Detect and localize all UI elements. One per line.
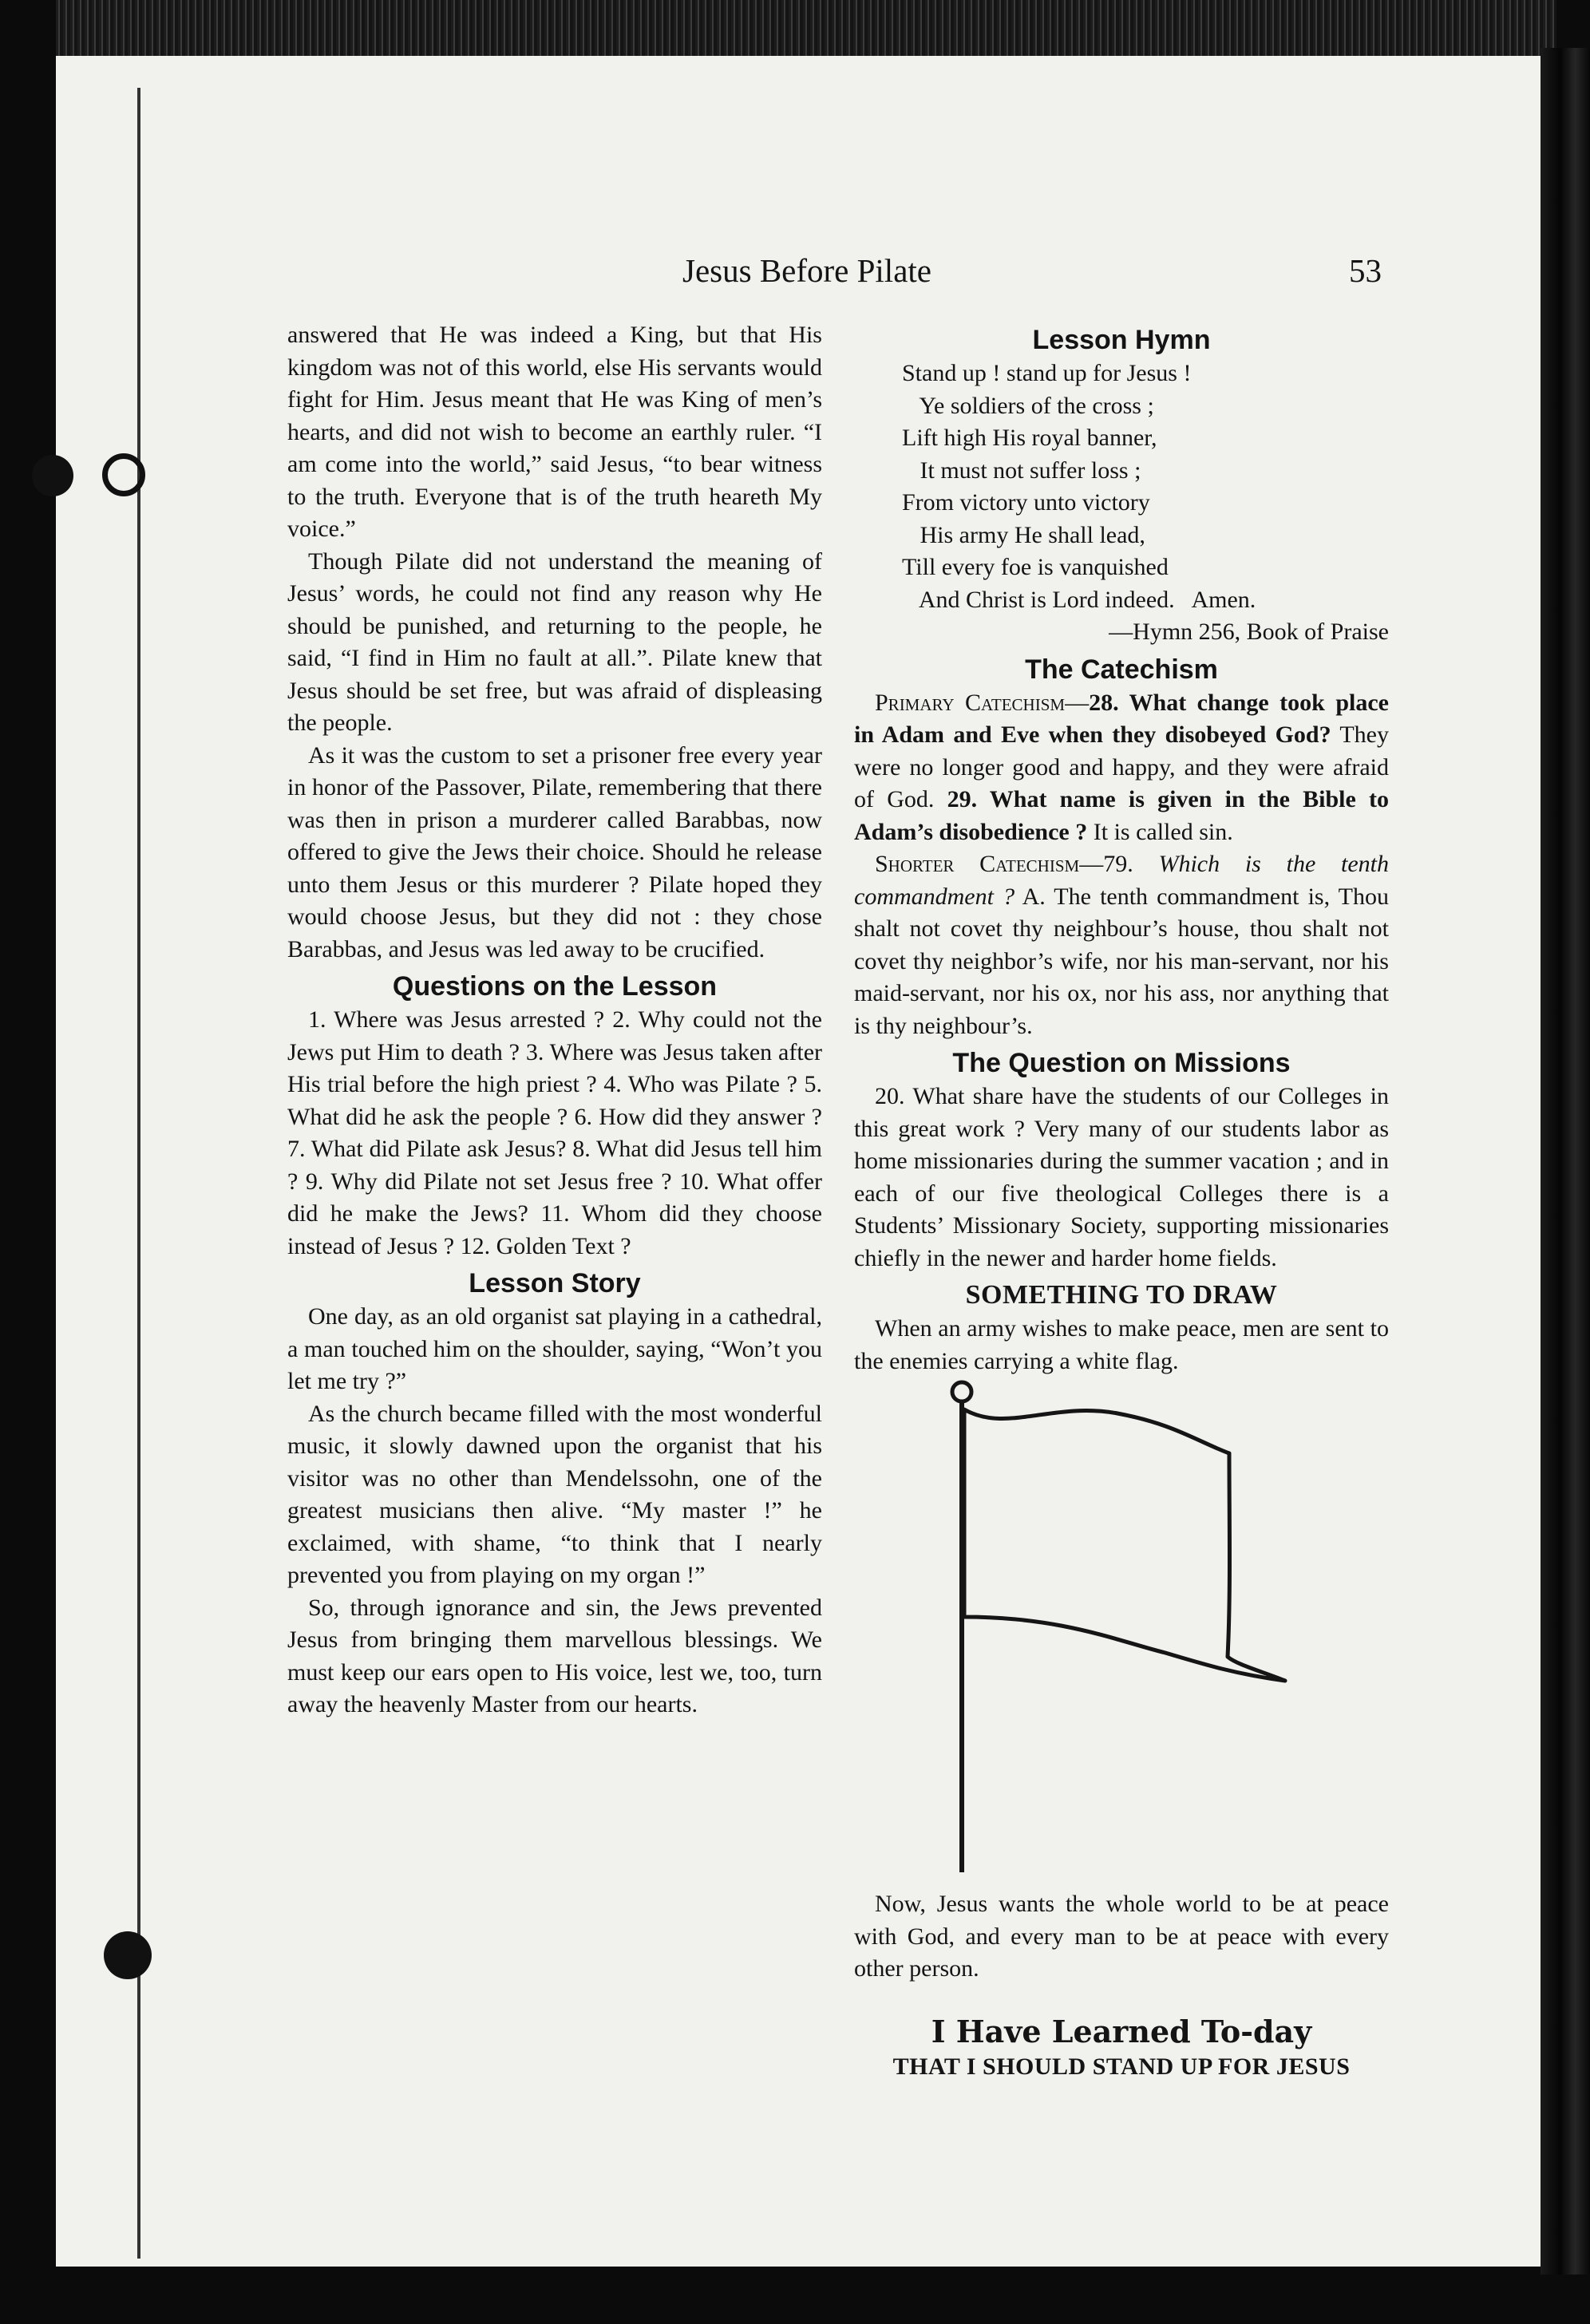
lesson-hymn-heading: Lesson Hymn xyxy=(1032,325,1211,355)
question-29: 29. What name is given in the Bible to Adam’s disobedience ? xyxy=(854,786,1389,845)
punch-hole-lower xyxy=(104,1931,152,1979)
shorter-catechism-label: Shorter Catechism xyxy=(875,851,1080,877)
punch-hole-upper-left xyxy=(32,455,73,496)
body-paragraph: As it was the custom to set a prisoner free every year in honor of the Passover, Pilate, remembering that there was then in prison a murderer called Barabbas, now offered to give the Jews their choice. Should he release unto them Jesus or this murderer ? Pilate hoped they would choose Jesus, but they did not : they chose Barabbas, and Jesus was led away to be crucified. xyxy=(287,741,822,962)
question-79-number: 79. xyxy=(1103,851,1133,877)
hymn-line: From victory unto victory xyxy=(902,489,1150,516)
white-flag xyxy=(964,1409,1285,1681)
something-to-draw-heading: SOMETHING TO DRAW xyxy=(965,1280,1278,1310)
answer-79: A. The tenth commandment is, Thou shalt not covet thy neighbour’s house, thou shalt not covet thy neighbor’s wife, nor his man-servant, nor his maid-servant, nor his ox, nor his ass, nor anything that is thy neighbour’s. xyxy=(854,883,1389,1039)
running-title: Jesus Before Pilate xyxy=(682,252,931,289)
lesson-story-heading: Lesson Story xyxy=(469,1268,641,1298)
right-column xyxy=(854,319,1389,2083)
flag-svg xyxy=(854,1377,1389,1888)
left-column xyxy=(287,319,822,1721)
punch-hole-upper-right xyxy=(102,453,145,496)
learned-today-line: THAT I SHOULD STAND UP FOR JESUS xyxy=(892,2053,1351,2080)
question-28: 28. What change took place in Adam and Eve when they disobeyed God? xyxy=(854,689,1389,748)
draw-instructions: When an army wishes to make peace, men are sent to the enemies carrying a white flag. xyxy=(854,1315,1389,1374)
hymn-line: Lift high His royal banner, xyxy=(902,425,1157,451)
hymn-source: —Hymn 256, Book of Praise xyxy=(1109,619,1389,645)
primary-catechism: Primary Catechism—28. What change took place in Adam and Eve when they disobeyed God? They were no longer good and happy, and they were afraid of God. 29. What name is given in the Bible to Adam’s disobedience ? It is called sin. xyxy=(854,689,1389,845)
shorter-catechism: Shorter Catechism—79. Which is the tenth commandment ? A. The tenth commandment is, Thou shalt not covet thy neighbour’s house, thou shalt not covet thy neighbor’s wife, nor his man-servant, nor his maid-servant, nor his ox, nor his ass, nor anything that is thy neighbour’s. xyxy=(854,851,1389,1039)
hymn-line: His army He shall lead, xyxy=(902,521,1145,548)
answer-29: It is called sin. xyxy=(1093,818,1233,845)
white-flag-drawing xyxy=(854,1377,1389,1888)
hymn-line: Till every foe is vanquished xyxy=(902,554,1169,580)
missions-paragraph: 20. What share have the students of our Colleges in this great work ? Very many of our students labor as home missionaries during the summer vacation ; and in each of our five theological Colleges there is a Students’ Missionary Society, supporting missionaries chiefly in the newer and harder home fields. xyxy=(854,1083,1389,1271)
peace-paragraph: Now, Jesus wants the whole world to be at peace with God, and every man to be at peace with every other person. xyxy=(854,1891,1389,1982)
body-paragraph: answered that He was indeed a King, but that His kingdom was not of this world, else His servants would fight for Him. Jesus meant that He was King of men’s hearts, and did not wish to become an earthly ruler. “I am come into the world,” said Jesus, “to bear witness to the truth. Everyone that is of the truth heareth My voice.” xyxy=(287,322,822,542)
hymn-line: Stand up ! stand up for Jesus ! xyxy=(902,360,1192,386)
story-paragraph: One day, as an old organist sat playing in a cathedral, a man touched him on the shoulder, saying, “Won’t you let me try ?” xyxy=(287,1303,822,1394)
hymn-line: It must not suffer loss ; xyxy=(902,457,1141,484)
questions-heading: Questions on the Lesson xyxy=(392,971,718,1002)
scan-right-edge xyxy=(1541,48,1590,2275)
story-paragraph: So, through ignorance and sin, the Jews prevented Jesus from bringing them marvellous blessings. We must keep our ears open to His voice, lest we, too, turn away the heavenly Master from our hearts. xyxy=(287,1594,822,1717)
hymn-line: Ye soldiers of the cross ; xyxy=(902,392,1154,419)
flagpole-knob xyxy=(952,1382,971,1401)
body-paragraph: Though Pilate did not understand the meaning of Jesus’ words, he could not find any reason why He should be punished, and returning to the people, he said, “I find in Him no fault at all.”. Pilate knew that Jesus should be set free, but was afraid of displeasing the people. xyxy=(287,547,822,736)
catechism-heading: The Catechism xyxy=(1025,654,1218,685)
learned-today-heading: I Have Learned To-day xyxy=(931,2013,1312,2049)
hymn-verse xyxy=(854,358,1389,649)
primary-catechism-label: Primary Catechism xyxy=(875,689,1066,716)
hymn-line: And Christ is Lord indeed. Amen. xyxy=(902,586,1256,613)
question-79: Which is the tenth commandment ? xyxy=(854,851,1389,910)
answer-28: They were no longer good and happy, and they were afraid of God. xyxy=(854,721,1389,812)
missions-heading: The Question on Missions xyxy=(952,1048,1291,1078)
story-paragraph: As the church became filled with the most wonderful music, it slowly dawned upon the organist that his visitor was no other than Mendelssohn, one of the greatest musicians then alive. “My master !” he exclaimed, with shame, “to think that I nearly prevented you from playing on my organ !” xyxy=(287,1400,822,1588)
questions-paragraph: 1. Where was Jesus arrested ? 2. Why could not the Jews put Him to death ? 3. Where was Jesus taken after His trial before the high priest ? 4. Who was Pilate ? 5. What did he ask the people ? 6. How did they answer ? 7. What did Pilate ask Jesus? 8. What did Jesus tell him ? 9. Why did Pilate not set Jesus free ? 10. What offer did he make the Jews? 11. Whom did they choose instead of Jesus ? 12. Golden Text ? xyxy=(287,1006,822,1259)
page-number: 53 xyxy=(1349,252,1382,289)
page-header xyxy=(0,251,1590,299)
